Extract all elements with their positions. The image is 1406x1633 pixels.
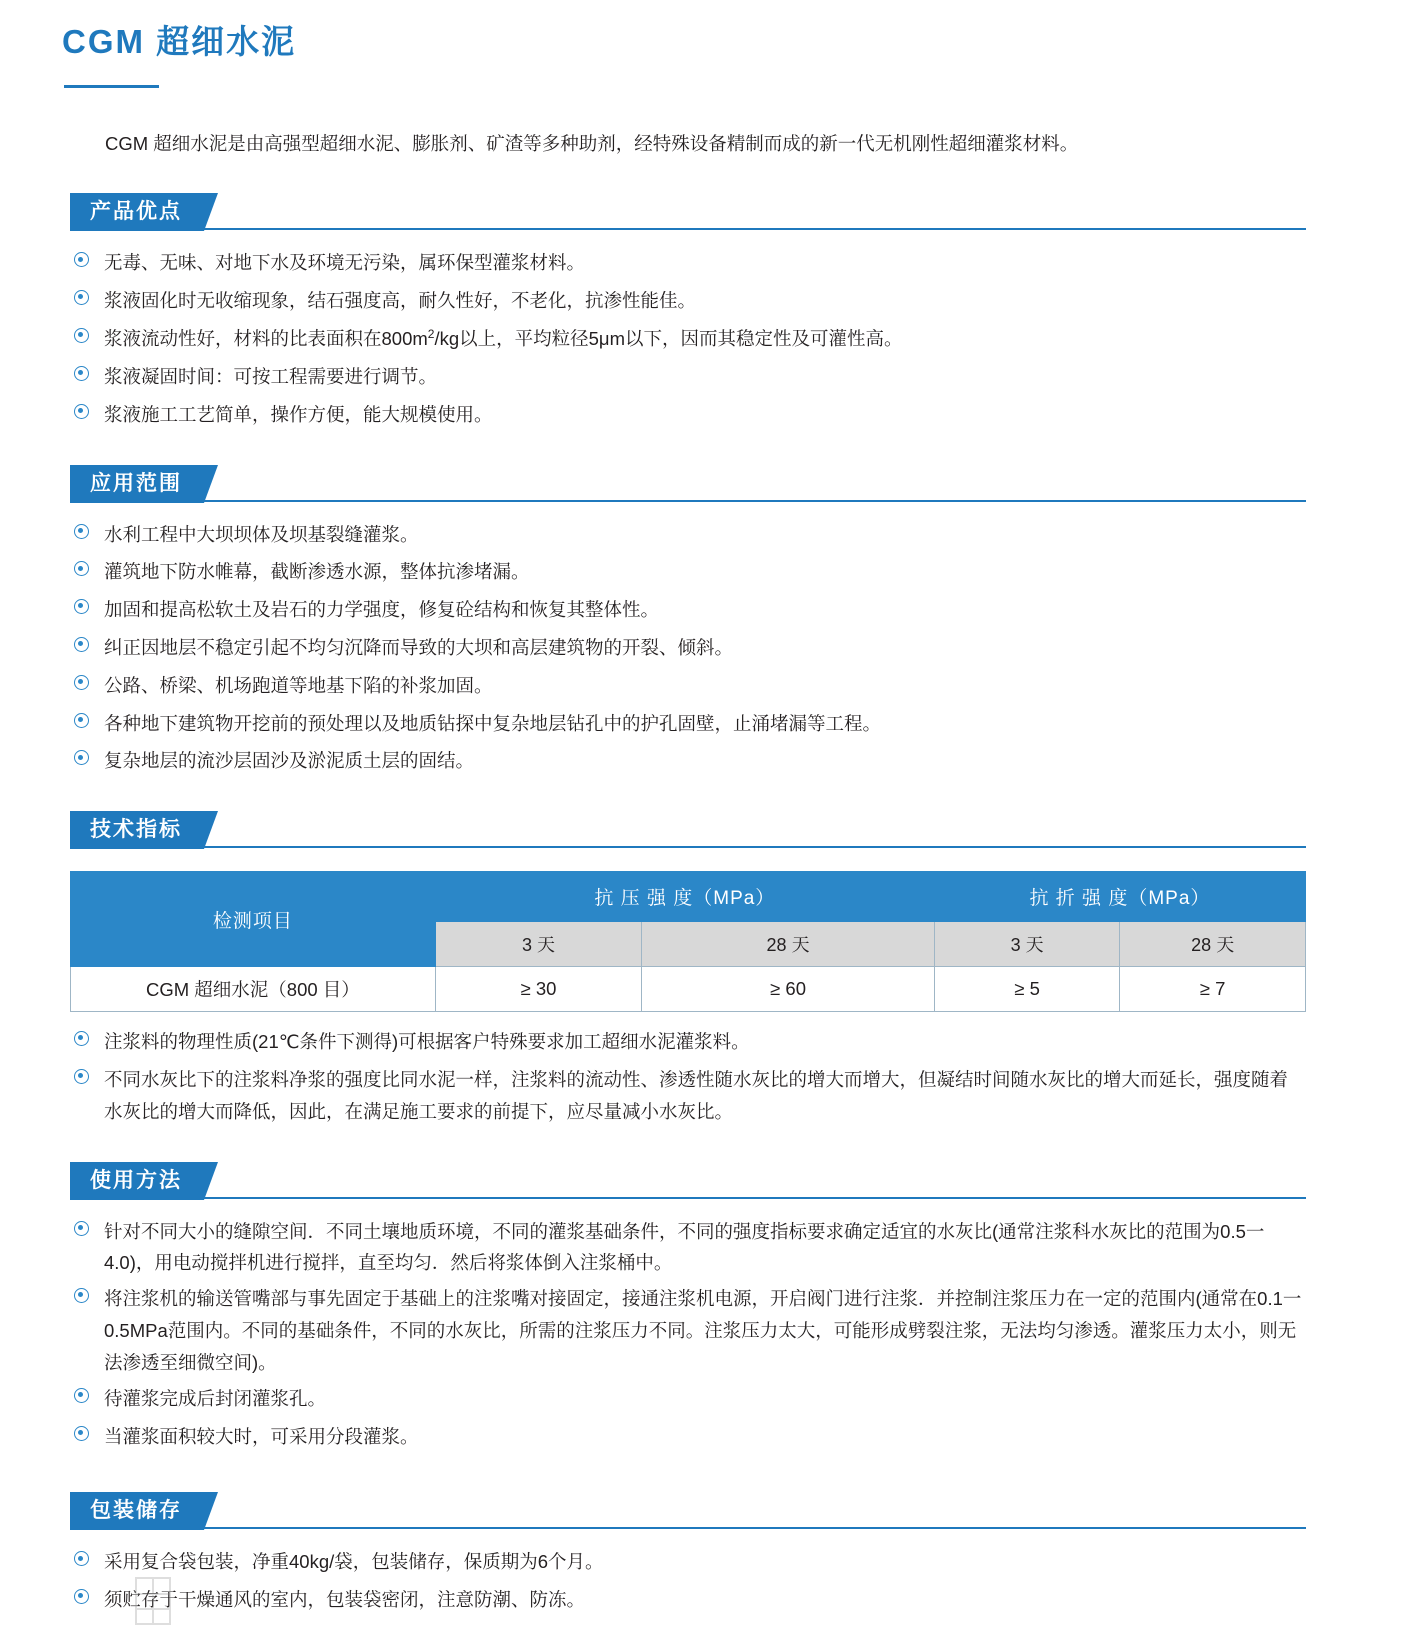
list-item [72, 1216, 1302, 1280]
list-item [72, 399, 1302, 431]
column-header-flexural: 抗 折 强 度（MPa） [934, 872, 1305, 922]
ring-bullet-icon [74, 637, 89, 652]
list-item-label: 复杂地层的流沙层固沙及淤泥质土层的固结。 [104, 750, 475, 772]
list-item [72, 1026, 1302, 1058]
list-item-label: 无毒、无味、对地下水及环境无污染，属环保型灌浆材料。 [104, 252, 586, 274]
list-item-label: 浆液施工工艺简单，操作方便，能大规模使用。 [104, 403, 493, 425]
ring-bullet-icon [74, 524, 89, 539]
section-application-scope [0, 465, 1406, 778]
section-usage-method [0, 1162, 1406, 1453]
list-item [72, 1383, 1302, 1415]
section-header [70, 1492, 1306, 1530]
list-item [72, 594, 1302, 626]
packaging-list [0, 1546, 1406, 1616]
list-item [72, 285, 1302, 317]
cell-compressive-3d: ≥ 30 [435, 967, 641, 1012]
list-item-label: 采用复合袋包装，净重40kg/袋，包装储存，保质期为6个月。 [104, 1551, 604, 1573]
ring-bullet-icon [74, 252, 89, 267]
subcolumn-header-flexural-3d: 3 天 [934, 922, 1119, 967]
list-item-label-part2: /kg以上，平均粒径5μm以下，因而其稳定性及可灌性高。 [434, 328, 903, 350]
page-title: CGM 超细水泥 [62, 23, 297, 60]
list-item-label: 水利工程中大坝坝体及坝基裂缝灌浆。 [104, 523, 419, 545]
list-item-label: 纠正因地层不稳定引起不均匀沉降而导致的大坝和高层建筑物的开裂、倾斜。 [104, 636, 734, 658]
subcolumn-header-flexural-28d: 28 天 [1120, 922, 1306, 967]
table-header-row [71, 872, 1306, 922]
ring-bullet-icon [74, 404, 89, 419]
list-item-label: 注浆料的物理性质(21℃条件下测得)可根据客户特殊要求加工超细水泥灌浆料。 [104, 1031, 750, 1053]
subcolumn-header-compressive-3d: 3 天 [435, 922, 641, 967]
section-header [70, 1162, 1306, 1200]
list-item-label: 当灌浆面积较大时，可采用分段灌浆。 [104, 1425, 419, 1447]
list-item-label: 待灌浆完成后封闭灌浆孔。 [104, 1387, 327, 1409]
ring-bullet-icon [74, 290, 89, 305]
section-header [70, 811, 1306, 849]
list-item-label-part1: 浆液流动性好，材料的比表面积在800m [104, 328, 428, 350]
list-item-label: 浆液固化时无收缩现象，结石强度高，耐久性好，不老化，抗渗性能佳。 [104, 290, 697, 312]
ring-bullet-icon [74, 675, 89, 690]
list-item [72, 1546, 1302, 1578]
section-divider [70, 1197, 1306, 1199]
list-item-label: 灌筑地下防水帷幕，截断渗透水源，整体抗渗堵漏。 [104, 561, 530, 583]
list-item [72, 1283, 1302, 1378]
list-item-label: 浆液凝固时间：可按工程需要进行调节。 [104, 365, 438, 387]
section-divider [70, 228, 1306, 230]
section-divider [70, 500, 1306, 502]
ring-bullet-icon [74, 1388, 89, 1403]
list-item [72, 708, 1302, 740]
list-item [72, 323, 1302, 355]
section-title-tag: 使用方法 [70, 1162, 204, 1200]
document-page [0, 16, 1406, 1616]
section-product-advantages [0, 193, 1406, 430]
list-item [72, 556, 1302, 588]
list-item-label: 须贮存于干燥通风的室内，包装袋密闭，注意防潮、防冻。 [104, 1589, 586, 1611]
ring-bullet-icon [74, 1031, 89, 1046]
ring-bullet-icon [74, 328, 89, 343]
list-item [72, 632, 1302, 664]
column-header-compressive: 抗 压 强 度（MPa） [435, 872, 934, 922]
list-item [72, 1421, 1302, 1453]
list-item [72, 1064, 1302, 1128]
list-item-label: 针对不同大小的缝隙空间．不同土壤地质环境，不同的灌浆基础条件，不同的强度指标要求确定适宜的水灰比(通常注浆科水灰比的范围为0.5一4.0)，用电动搅拌机进行搅拌，直至均匀．然后将浆体倒入注浆桶中。 [104, 1220, 1265, 1274]
ring-bullet-icon [74, 366, 89, 381]
list-item-label: 加固和提高松软土及岩石的力学强度，修复砼结构和恢复其整体性。 [104, 599, 660, 621]
title-underline-rule [64, 85, 159, 88]
usage-list [0, 1216, 1406, 1453]
ring-bullet-icon [74, 599, 89, 614]
cell-compressive-28d: ≥ 60 [642, 967, 935, 1012]
ring-bullet-icon [74, 561, 89, 576]
cell-flexural-3d: ≥ 5 [934, 967, 1119, 1012]
list-item [72, 745, 1302, 777]
section-technical-specs [0, 811, 1406, 1127]
cell-item-name: CGM 超细水泥（800 目） [71, 967, 436, 1012]
list-item [72, 1584, 1302, 1616]
technical-specs-table [70, 871, 1306, 1012]
column-header-item: 检测项目 [71, 872, 436, 967]
list-item-label: 公路、桥梁、机场跑道等地基下陷的补浆加固。 [104, 674, 493, 696]
section-divider [70, 846, 1306, 848]
ring-bullet-icon [74, 1589, 89, 1604]
application-list [0, 519, 1406, 778]
list-item-label: 各种地下建筑物开挖前的预处理以及地质钻探中复杂地层钻孔中的护孔固壁，止涌堵漏等工程。 [104, 712, 882, 734]
section-title-tag: 技术指标 [70, 811, 204, 849]
technical-notes-list [0, 1026, 1406, 1127]
list-item [72, 519, 1302, 551]
list-item [72, 247, 1302, 279]
list-item-label: 将注浆机的输送管嘴部与事先固定于基础上的注浆嘴对接固定，接通注浆机电源，开启阀门进行注浆．并控制注浆压力在一定的范围内(通常在0.1一0.5MPa范围内。不同的基础条件，不同的水灰比，所需的注浆压力不同。注浆压力太大，可能形成劈裂注浆，无法均匀渗透。灌浆压力太小，则无法渗透至细微空间)。 [104, 1288, 1302, 1373]
intro-paragraph: CGM 超细水泥是由高强型超细水泥、膨胀剂、矿渣等多种助剂，经特殊设备精制而成的新一代无机刚性超细灌浆材料。 [105, 133, 1079, 154]
subcolumn-header-compressive-28d: 28 天 [642, 922, 935, 967]
watermark-glyph-icon [130, 1574, 176, 1628]
ring-bullet-icon [74, 1069, 89, 1084]
section-header [70, 193, 1306, 231]
list-item [72, 361, 1302, 393]
superscript-exponent: 2 [427, 326, 435, 341]
list-item-label: 不同水灰比下的注浆料净浆的强度比同水泥一样，注浆料的流动性、渗透性随水灰比的增大而增大，但凝结时间随水灰比的增大而延长，强度随着水灰比的增大而降低，因此，在满足施工要求的前提下，应尽量减小水灰比。 [104, 1069, 1289, 1122]
ring-bullet-icon [74, 1221, 89, 1236]
section-title-tag: 包装储存 [70, 1492, 204, 1530]
section-title-tag: 产品优点 [70, 193, 204, 231]
section-header [70, 465, 1306, 503]
ring-bullet-icon [74, 1426, 89, 1441]
list-item [72, 670, 1302, 702]
ring-bullet-icon [74, 1551, 89, 1566]
ring-bullet-icon [74, 1288, 89, 1303]
cell-flexural-28d: ≥ 7 [1120, 967, 1306, 1012]
advantages-list [0, 247, 1406, 430]
section-packaging-storage [0, 1492, 1406, 1616]
ring-bullet-icon [74, 750, 89, 765]
section-divider [70, 1527, 1306, 1529]
table-row [71, 967, 1306, 1012]
ring-bullet-icon [74, 713, 89, 728]
section-title-tag: 应用范围 [70, 465, 204, 503]
